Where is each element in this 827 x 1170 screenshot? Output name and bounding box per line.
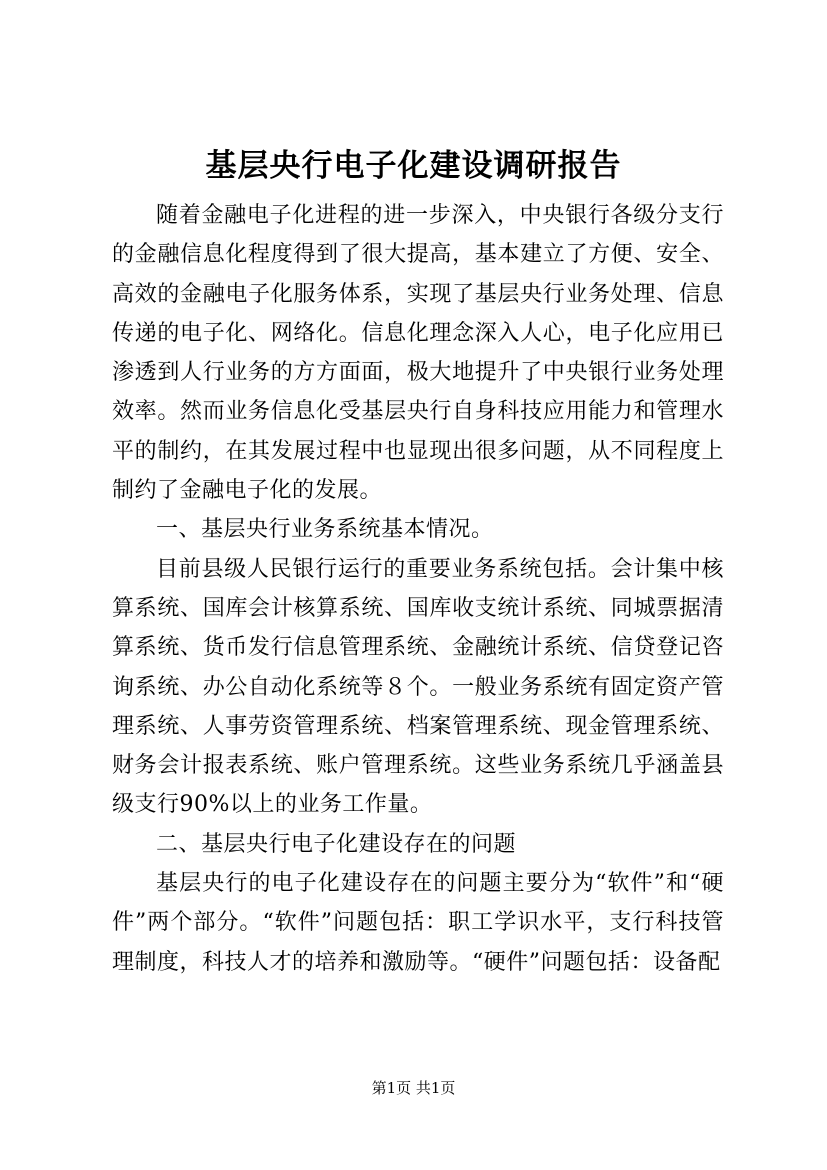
document-body bbox=[112, 196, 724, 982]
document-title: 基层央行电子化建设调研报告 bbox=[205, 148, 622, 184]
section-heading-1: 一、基层央行业务系统基本情况。 bbox=[156, 517, 494, 543]
paragraph-problems: 基层央行的电子化建设存在的问题主要分为“软件”和“硬件”两个部分。“软件”问题包括：职工学识水平，支行科技管理制度，科技人才的培养和激励等。“硬件”问题包括：设备配 bbox=[112, 871, 724, 975]
paragraph-intro: 随着金融电子化进程的进一步深入，中央银行各级分支行的金融信息化程度得到了很大提高，基本建立了方便、安全、高效的金融电子化服务体系，实现了基层央行业务处理、信息传递的电子化、网络化。信息化理念深入人心，电子化应用已渗透到人行业务的方方面面，极大地提升了中央银行业务处理效率。然而业务信息化受基层央行自身科技应用能力和管理水平的制约，在其发展过程中也显现出很多问题，从不同程度上制约了金融电子化的发展。 bbox=[112, 203, 724, 504]
paragraph-systems: 目前县级人民银行运行的重要业务系统包括。会计集中核算系统、国库会计核算系统、国库收支统计系统、同城票据清算系统、货币发行信息管理系统、金融统计系统、信贷登记咨询系统、办公自动化系统等８个。一般业务系统有固定资产管理系统、人事劳资管理系统、档案管理系统、现金管理系统、财务会计报表系统、账户管理系统。这些业务系统几乎涵盖县级支行90%以上的业务工作量。 bbox=[112, 556, 724, 818]
section-heading-2: 二、基层央行电子化建设存在的问题 bbox=[156, 831, 517, 857]
page-number-footer: 第1页 共1页 bbox=[371, 1079, 456, 1097]
